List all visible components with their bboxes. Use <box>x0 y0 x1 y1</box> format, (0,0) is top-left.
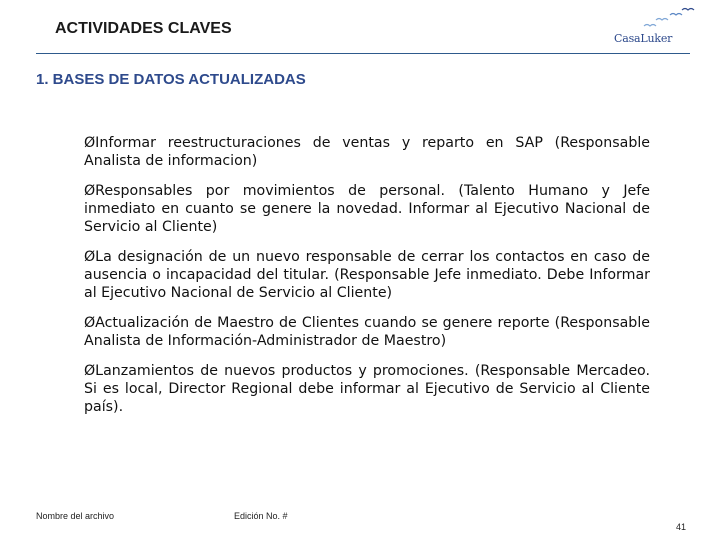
arrow-bullet-icon: Ø <box>84 249 96 265</box>
bullet-item <box>84 314 650 350</box>
bullet-text: Informar reestructuraciones de ventas y reparto en SAP (Responsable Analista de informacion) <box>84 135 650 169</box>
bullet-item <box>84 182 650 236</box>
arrow-bullet-icon: Ø <box>84 135 96 151</box>
bullet-item <box>84 134 650 170</box>
birds-logo-icon <box>642 6 696 30</box>
bullet-item <box>84 248 650 302</box>
bullet-list <box>84 134 650 428</box>
logo-text: CasaLuker <box>614 32 673 45</box>
section-title: 1. BASES DE DATOS ACTUALIZADAS <box>36 71 306 88</box>
header-title: ACTIVIDADES CLAVES <box>55 20 232 37</box>
footer-file-name: Nombre del archivo <box>36 511 115 521</box>
arrow-bullet-icon: Ø <box>84 183 96 199</box>
page-number: 41 <box>676 522 687 532</box>
casaluker-logo <box>606 6 696 46</box>
bullet-item <box>84 362 650 416</box>
footer-edition: Edición No. # <box>234 511 288 521</box>
bullet-text: Actualización de Maestro de Clientes cuando se genere reporte (Responsable Analista de Información-Administrador de Maestro) <box>84 315 650 349</box>
bullet-text: Lanzamientos de nuevos productos y promociones. (Responsable Mercadeo. Si es local, Director Regional debe informar al Ejecutivo de Servicio al Cliente país). <box>84 363 650 415</box>
bullet-text: Responsables por movimientos de personal. (Talento Humano y Jefe inmediato en cuanto se genere la novedad. Informar al Ejecutivo Nacional de Servicio al Cliente) <box>84 183 650 235</box>
arrow-bullet-icon: Ø <box>84 315 96 331</box>
arrow-bullet-icon: Ø <box>84 363 96 379</box>
bullet-text: La designación de un nuevo responsable de cerrar los contactos en caso de ausencia o incapacidad del titular. (Responsable Jefe inmediato. Debe Informar al Ejecutivo Nacional de Servicio al Cliente) <box>84 249 650 301</box>
header-divider <box>36 53 690 54</box>
